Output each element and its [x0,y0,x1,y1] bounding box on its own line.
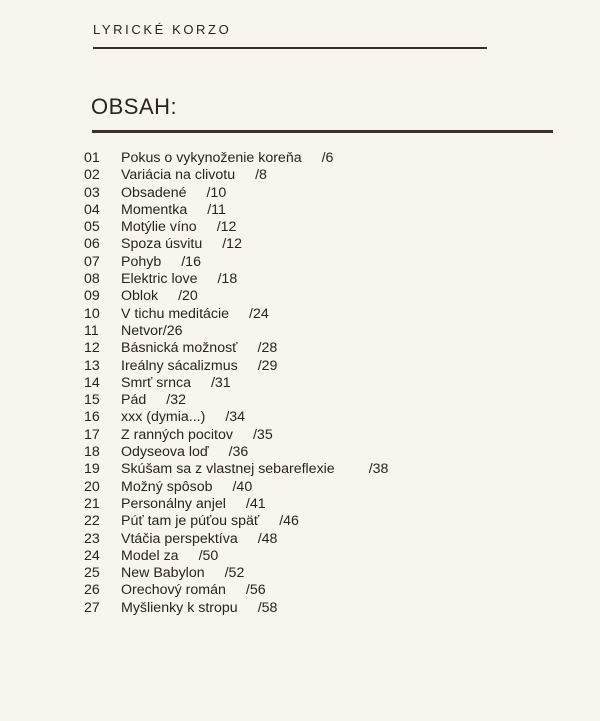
toc-entry [84,288,388,305]
toc-entry [84,375,388,392]
toc-entry-page: /31 [210,374,231,391]
toc-entry-title: Motýlie víno [121,219,197,236]
table-of-contents [84,150,388,617]
toc-entry-page: /58 [257,599,278,616]
toc-entry-title: V tichu meditácie [121,305,230,322]
toc-entry-page: /20 [178,288,198,305]
toc-entry-number: 05 [84,219,100,236]
toc-entry [84,461,388,478]
toc-entry-number: 15 [84,392,100,409]
heading-rule [92,130,553,133]
toc-entry-title: xxx (dymia...) [121,409,206,426]
toc-entry-page: /12 [216,219,237,236]
toc-entry-title: Variácia na clivotu [121,167,236,184]
toc-entry-page: /26 [162,322,183,339]
toc-entry-page: /35 [252,426,273,443]
toc-entry [84,392,388,409]
toc-entry-title: Smrť srnca [121,374,191,391]
toc-entry-page: /12 [222,236,242,253]
toc-entry-title: Pohyb [121,253,162,270]
toc-entry [84,185,388,202]
toc-entry-title: Oblok [121,288,159,305]
toc-entry-page: /28 [257,340,278,357]
toc-entry-page: /36 [228,444,249,461]
toc-entry [84,409,388,426]
toc-entry-page: /34 [225,409,246,426]
toc-entry-number: 16 [84,409,100,426]
toc-entry-page: /46 [279,513,299,530]
toc-entry-title: Momentka [121,201,188,218]
toc-entry-title: Básnická možnosť [121,340,238,357]
toc-entry-number: 17 [84,426,100,443]
toc-entry-page: /16 [181,253,201,270]
toc-entry-title: Pokus o vykynoženie koreňa [121,150,302,166]
toc-entry-page: /8 [255,167,267,184]
toc-entry [84,150,388,167]
toc-entry-number: 11 [84,322,99,339]
toc-entry-title: Obsadené [121,184,187,201]
toc-entry-number: 18 [84,444,100,461]
toc-entry-number: 02 [84,167,100,184]
toc-entry [84,427,388,444]
toc-entry-title: Netvor [121,322,163,339]
toc-entry-page: /32 [166,392,186,409]
toc-entry-page: /11 [207,201,226,218]
toc-entry [84,202,388,219]
contents-heading: OBSAH: [91,94,178,119]
toc-entry-title: Odyseova loď [121,444,209,461]
toc-entry-title: Pád [121,392,147,409]
toc-entry-number: 26 [84,582,100,599]
toc-entry-title: Vtáčia perspektíva [121,530,238,547]
toc-entry-number: 23 [84,530,100,547]
toc-entry-number: 07 [84,253,100,270]
toc-entry-number: 06 [84,236,100,253]
toc-entry-number: 14 [84,374,100,391]
toc-entry-number: 01 [84,150,100,166]
toc-entry-title: Púť tam je púťou späť [121,513,260,530]
toc-entry-title: Myšlienky k stropu [121,599,238,616]
toc-entry-page: /38 [368,461,389,478]
toc-entry [84,496,388,513]
toc-entry-number: 27 [84,599,100,616]
toc-entry [84,219,388,236]
toc-entry-number: 03 [84,184,100,201]
toc-entry-title: Z ranných pocitov [121,426,233,443]
toc-entry-page: /10 [206,184,227,201]
toc-entry-page: /29 [257,357,278,374]
toc-entry [84,323,388,340]
toc-entry [84,236,388,253]
toc-entry-number: 25 [84,565,100,582]
header-rule [93,47,487,49]
toc-entry-number: 10 [84,305,100,322]
toc-entry [84,340,388,357]
toc-entry-number: 13 [84,357,100,374]
toc-entry-number: 09 [84,288,100,305]
toc-entry-page: /56 [245,582,266,599]
toc-entry-number: 12 [84,340,100,357]
toc-entry-page: /18 [217,271,238,288]
toc-entry [84,531,388,548]
toc-entry [84,167,388,184]
toc-entry-title: Možný spôsob [121,478,213,495]
toc-entry-page: /41 [245,495,266,512]
toc-entry-number: 21 [84,495,100,512]
toc-entry-title: Spoza úsvitu [121,236,203,253]
toc-entry-number: 20 [84,478,100,495]
toc-entry-number: 22 [84,513,100,530]
toc-entry-number: 08 [84,271,100,288]
toc-entry [84,444,388,461]
toc-entry [84,548,388,565]
toc-entry [84,358,388,375]
toc-entry [84,479,388,496]
toc-entry-page: /24 [249,305,269,322]
toc-entry-title: Ireálny sácalizmus [121,357,238,374]
toc-entry [84,271,388,288]
toc-entry-title: Personálny anjel [121,495,226,512]
toc-entry-title: New Babylon [121,565,205,582]
toc-entry [84,582,388,599]
toc-entry [84,306,388,323]
toc-entry-page: /40 [232,478,253,495]
toc-entry-title: Elektric love [121,271,198,288]
toc-entry [84,513,388,530]
series-header: LYRICKÉ KORZO [93,22,232,37]
toc-entry-page: /50 [198,547,219,564]
toc-entry-page: /52 [224,565,245,582]
toc-entry-title: Orechový román [121,582,226,599]
toc-entry-page: /6 [321,150,334,166]
toc-entry [84,254,388,271]
toc-entry [84,565,388,582]
toc-entry [84,600,388,617]
toc-entry-number: 04 [84,201,100,218]
toc-entry-number: 19 [84,461,100,478]
toc-entry-number: 24 [84,547,100,564]
toc-entry-title: Model za [121,547,179,564]
toc-entry-title: Skúšam sa z vlastnej sebareflexie [121,461,335,478]
toc-entry-page: /48 [257,530,278,547]
